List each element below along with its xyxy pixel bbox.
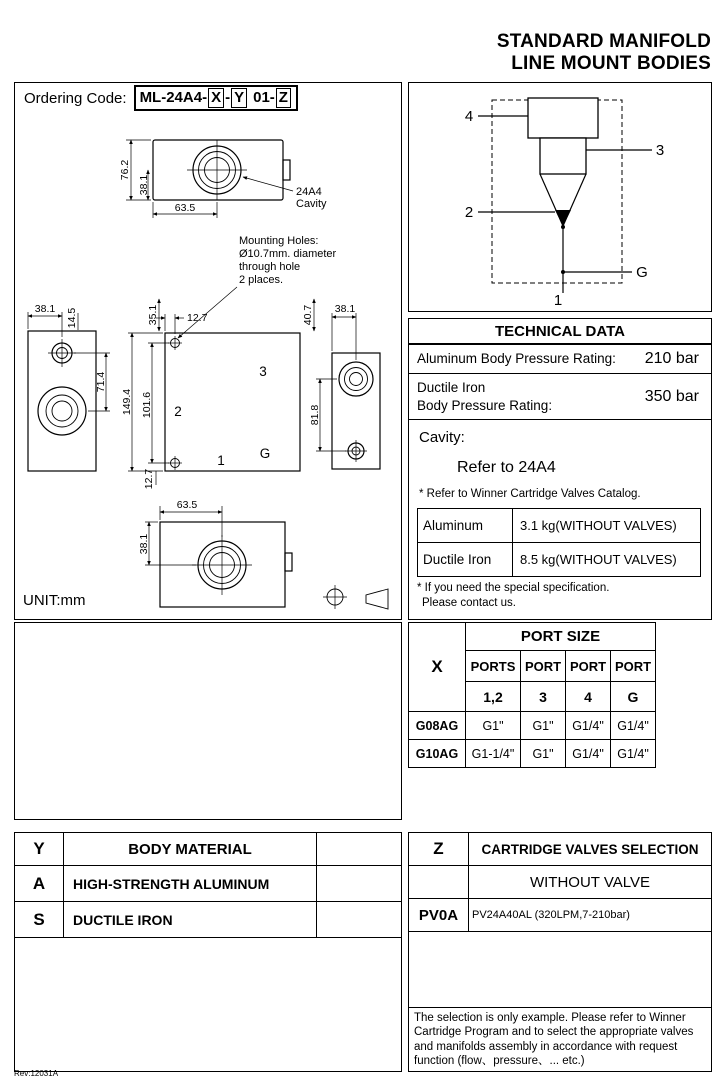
dimensional-drawing bbox=[15, 113, 399, 617]
cell-ports-12: G1" bbox=[466, 712, 521, 740]
weight-table bbox=[417, 508, 701, 577]
dim-left-71-4: 71.4 bbox=[95, 371, 107, 393]
body-material-panel bbox=[14, 832, 402, 1072]
subheader-3: 3 bbox=[521, 682, 566, 712]
ordering-code-value bbox=[134, 85, 298, 110]
cartridge-z-header: Z bbox=[409, 833, 469, 866]
dim-bottom-63-5: 63.5 bbox=[176, 499, 198, 511]
cavity-value: Refer to 24A4 bbox=[457, 459, 556, 477]
subheader-1-2: 1,2 bbox=[466, 682, 521, 712]
footnote-line1: * If you need the special specification. bbox=[417, 581, 610, 594]
port-size-title: PORT SIZE bbox=[466, 623, 656, 651]
cartridge-code-empty bbox=[409, 866, 469, 899]
cavity-callout-line1: 24A4 bbox=[296, 186, 322, 198]
page-title bbox=[497, 31, 711, 75]
subheader-4: 4 bbox=[566, 682, 611, 712]
cell-port-3: G1" bbox=[521, 712, 566, 740]
cartridge-title: CARTRIDGE VALVES SELECTION bbox=[469, 833, 712, 866]
dim-top-offset: 38.1 bbox=[138, 174, 150, 196]
row-code: G08AG bbox=[409, 712, 466, 740]
dim-front-101-6: 101.6 bbox=[141, 391, 153, 419]
unit-label: UNIT:mm bbox=[23, 592, 86, 609]
port-size-table bbox=[408, 622, 656, 768]
front-port-g-label: G bbox=[259, 446, 271, 461]
dim-left-38-1: 38.1 bbox=[34, 303, 56, 315]
code-dash: - bbox=[225, 89, 231, 107]
left-side-view bbox=[28, 303, 110, 471]
empty-panel bbox=[14, 622, 402, 820]
ductile-rating-value: 350 bar bbox=[644, 387, 699, 405]
table-row bbox=[409, 623, 656, 651]
mounting-note-line2: Ø10.7mm. diameter bbox=[239, 248, 337, 260]
subheader-g: G bbox=[611, 682, 656, 712]
ordering-code-label: Ordering Code: bbox=[24, 89, 127, 107]
table-row bbox=[15, 902, 401, 938]
poppet-symbol bbox=[555, 210, 571, 226]
code-y: Y bbox=[231, 88, 247, 107]
body-material-table bbox=[15, 833, 401, 938]
cell-port-g: G1/4" bbox=[611, 740, 656, 768]
table-row bbox=[409, 899, 711, 932]
technical-data-title: TECHNICAL DATA bbox=[409, 319, 711, 345]
dim-bottom-38-1: 38.1 bbox=[138, 533, 150, 555]
aluminum-rating-row bbox=[409, 345, 711, 374]
cell-port-3: G1" bbox=[521, 740, 566, 768]
special-spec-footnote bbox=[417, 581, 609, 612]
schematic-port-2-label: 2 bbox=[464, 204, 474, 221]
dim-right-40-7: 40.7 bbox=[302, 304, 314, 326]
front-view bbox=[121, 299, 300, 489]
material-name: HIGH-STRENGTH ALUMINUM bbox=[64, 866, 317, 902]
front-port-1-label: 1 bbox=[217, 453, 225, 468]
ordering-code-row bbox=[15, 83, 401, 113]
material-spare-cell bbox=[317, 902, 402, 938]
cartridge-valve-model: PV24A40AL (320LPM,7-210bar) bbox=[469, 899, 712, 932]
revision-label: Rev:12031A bbox=[14, 1069, 59, 1078]
cartridge-code: PV0A bbox=[409, 899, 469, 932]
bottom-view bbox=[138, 499, 292, 607]
code-z: Z bbox=[276, 88, 291, 107]
code-middle: 01- bbox=[253, 89, 275, 107]
row-code: G10AG bbox=[409, 740, 466, 768]
table-row bbox=[409, 740, 656, 768]
code-x: X bbox=[208, 88, 224, 107]
table-row bbox=[15, 866, 401, 902]
cartridge-selection-panel bbox=[408, 832, 712, 1072]
col-header-portg: PORT bbox=[611, 651, 656, 682]
material-name: DUCTILE IRON bbox=[64, 902, 317, 938]
aluminum-rating-label: Aluminum Body Pressure Rating: bbox=[417, 351, 616, 367]
mounting-note-line4: 2 places. bbox=[239, 274, 284, 286]
table-row bbox=[418, 509, 701, 543]
schematic-port-3-label: 3 bbox=[655, 142, 665, 159]
front-port-2-label: 2 bbox=[174, 404, 182, 419]
mounting-note-line1: Mounting Holes: bbox=[239, 235, 319, 247]
ductile-rating-label-line2: Body Pressure Rating: bbox=[417, 397, 553, 413]
drawing-panel bbox=[14, 82, 402, 620]
mounting-note-line3: through hole bbox=[239, 261, 301, 273]
cell-port-4: G1/4" bbox=[566, 712, 611, 740]
col-header-port3: PORT bbox=[521, 651, 566, 682]
right-side-view bbox=[302, 299, 380, 469]
body-material-spare-col bbox=[317, 833, 402, 866]
cavity-callout-line2: Cavity bbox=[296, 198, 327, 210]
cell-ports-12: G1-1/4" bbox=[466, 740, 521, 768]
col-header-ports: PORTS bbox=[466, 651, 521, 682]
dim-front-35-1: 35.1 bbox=[147, 304, 159, 326]
weight-material: Aluminum bbox=[418, 509, 513, 543]
ductile-rating-label-line1: Ductile Iron bbox=[417, 380, 486, 395]
dim-top-width: 63.5 bbox=[174, 202, 196, 214]
third-angle-projection-icon bbox=[323, 585, 388, 609]
table-row bbox=[418, 543, 701, 577]
table-row bbox=[409, 833, 711, 866]
ductile-rating-label bbox=[417, 379, 552, 414]
top-view bbox=[119, 140, 327, 218]
port-size-x-header: X bbox=[409, 623, 466, 712]
schematic-port-1-label: 1 bbox=[553, 292, 563, 309]
material-code: S bbox=[15, 902, 64, 938]
cell-port-4: G1/4" bbox=[566, 740, 611, 768]
dim-right-38-1: 38.1 bbox=[334, 303, 356, 315]
selection-note: The selection is only example. Please refer to Winner Cartridge Program and to select the appropriate valves and manifolds assembly in accordance with request function (flow、pressure、... etc.) bbox=[409, 1007, 711, 1071]
dim-left-14-5: 14.5 bbox=[66, 307, 78, 329]
table-row bbox=[409, 866, 711, 899]
cavity-section bbox=[409, 420, 711, 500]
page-title-line2: LINE MOUNT BODIES bbox=[511, 52, 711, 74]
schematic-port-4-label: 4 bbox=[464, 108, 474, 125]
cavity-note: * Refer to Winner Cartridge Valves Catalog. bbox=[419, 488, 641, 501]
table-row bbox=[409, 712, 656, 740]
weight-value: 3.1 kg(WITHOUT VALVES) bbox=[513, 509, 701, 543]
body-material-title: BODY MATERIAL bbox=[64, 833, 317, 866]
dim-front-12-7-bottom: 12.7 bbox=[143, 468, 155, 490]
body-material-y-header: Y bbox=[15, 833, 64, 866]
aluminum-rating-value: 210 bar bbox=[644, 350, 699, 367]
table-row bbox=[15, 833, 401, 866]
ductile-rating-row bbox=[409, 374, 711, 420]
cartridge-without-valve: WITHOUT VALVE bbox=[469, 866, 712, 899]
front-port-3-label: 3 bbox=[259, 364, 267, 379]
dim-front-12-7-top: 12.7 bbox=[187, 312, 208, 324]
dim-top-height: 76.2 bbox=[119, 159, 131, 181]
valve-schematic bbox=[409, 83, 709, 309]
technical-data-panel bbox=[408, 318, 712, 620]
footnote-line2: Please contact us. bbox=[422, 597, 516, 610]
code-prefix: ML-24A4- bbox=[139, 89, 208, 107]
cavity-label: Cavity: bbox=[419, 429, 465, 447]
col-header-port4: PORT bbox=[566, 651, 611, 682]
material-code: A bbox=[15, 866, 64, 902]
cartridge-selection-table bbox=[409, 833, 711, 932]
weight-material: Ductile Iron bbox=[418, 543, 513, 577]
schematic-panel bbox=[408, 82, 712, 312]
schematic-port-g-label: G bbox=[636, 264, 648, 281]
dim-front-149-4: 149.4 bbox=[121, 388, 133, 416]
material-spare-cell bbox=[317, 866, 402, 902]
weight-value: 8.5 kg(WITHOUT VALVES) bbox=[513, 543, 701, 577]
cell-port-g: G1/4" bbox=[611, 712, 656, 740]
page-title-line1: STANDARD MANIFOLD bbox=[496, 31, 711, 52]
dim-right-81-8: 81.8 bbox=[309, 404, 321, 426]
